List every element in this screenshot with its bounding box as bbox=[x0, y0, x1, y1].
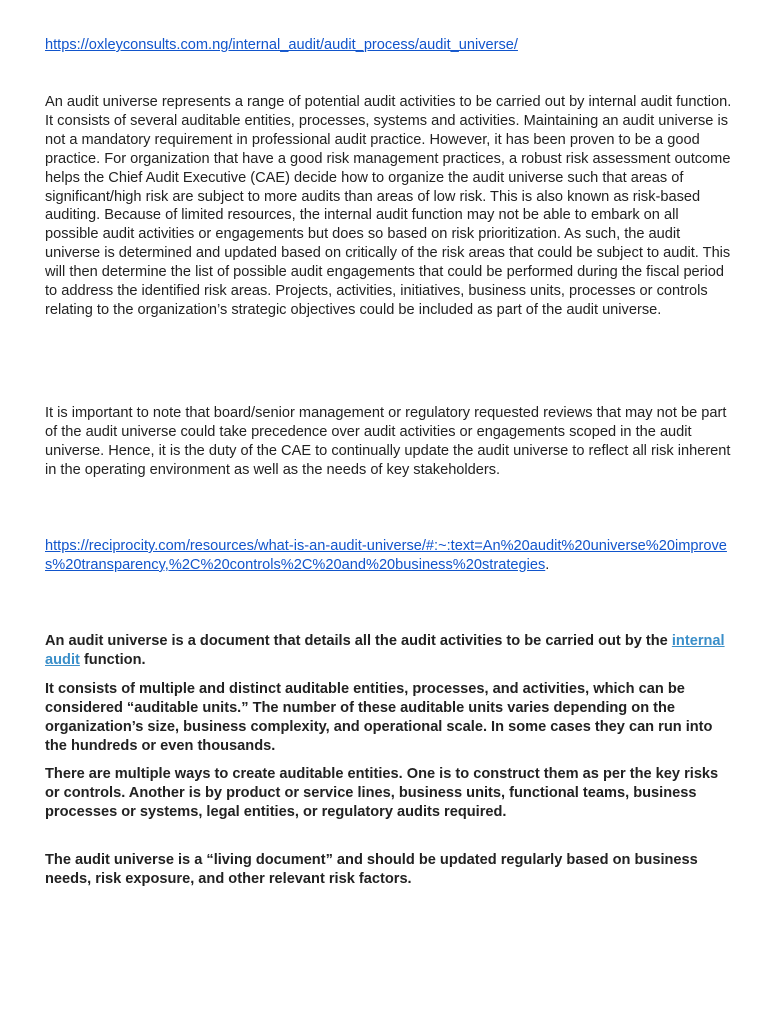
internal-audit-link[interactable]: internal audit bbox=[45, 633, 725, 668]
paragraph-living-document: The audit universe is a “living document” and should be updated regularly based on business needs, risk exposure, and other relevant risk factors. bbox=[45, 852, 698, 887]
paragraph-document-definition bbox=[45, 632, 735, 670]
paragraph-document-definition-prefix: An audit universe is a document that details all the audit activities to be carried out by the bbox=[45, 633, 668, 649]
paragraph-auditable-entities: There are multiple ways to create auditable entities. One is to construct them as per the key risks or controls. Another is by product or service lines, business units, functional teams, business processes or systems, legal entities, or regulatory audits required. bbox=[45, 766, 719, 820]
source-link-1[interactable]: https://oxleyconsults.com.ng/internal_audit/audit_process/audit_universe/ bbox=[45, 37, 518, 53]
paragraph-audit-universe-definition: An audit universe represents a range of potential audit activities to be carried out by internal audit function. It consists of several auditable entities, processes, systems and activities. Maintaining an audit universe is not a mandatory requirement in professional audit practice. However, it has been proven to be a good practice. For organization that have a good risk management practices, a robust risk assessment outcome helps the Chief Audit Executive (CAE) decide how to organize the audit universe such that areas of significant/high risk are subject to more audits than areas of low risk. This is also known as risk-based auditing. Because of limited resources, the internal audit function may not be able to embark on all possible audit activities or engagements but does so based on risk prioritization. As such, the audit universe is determined and updated based on critically of the risk areas that could be subject to audit. This will then determine the list of possible audit engagements that could be performed during the fiscal period to address the identified risk areas. Projects, activities, initiatives, business units, processes or controls relating to the organization’s strategic objectives could be included as part of the audit universe. bbox=[45, 94, 732, 318]
source-link-2-line bbox=[45, 537, 735, 575]
paragraph-cae-duty: It is important to note that board/senior management or regulatory requested reviews that may not be part of the audit universe could take precedence over audit activities or engagements scoped in the audit universe. Hence, it is the duty of the CAE to continually update the audit universe to reflect all risk inherent in the operating environment as well as the needs of key stakeholders. bbox=[45, 405, 731, 478]
source-link-2[interactable]: https://reciprocity.com/resources/what-is-an-audit-universe/#:~:text=An%20audit%20universe%20improves%20transparency,%2C%20controls%2C%20and%20business%20strategies bbox=[45, 538, 727, 573]
paragraph-auditable-units: It consists of multiple and distinct auditable entities, processes, and activities, which can be considered “auditable units.” The number of these auditable units varies depending on the organization’s size, business complexity, and operational scale. In some cases they can run into the hundreds or even thousands. bbox=[45, 681, 713, 754]
source-link-2-suffix: . bbox=[545, 556, 550, 573]
source-link-1-line bbox=[45, 36, 735, 55]
paragraph-document-definition-suffix: function. bbox=[83, 651, 146, 668]
